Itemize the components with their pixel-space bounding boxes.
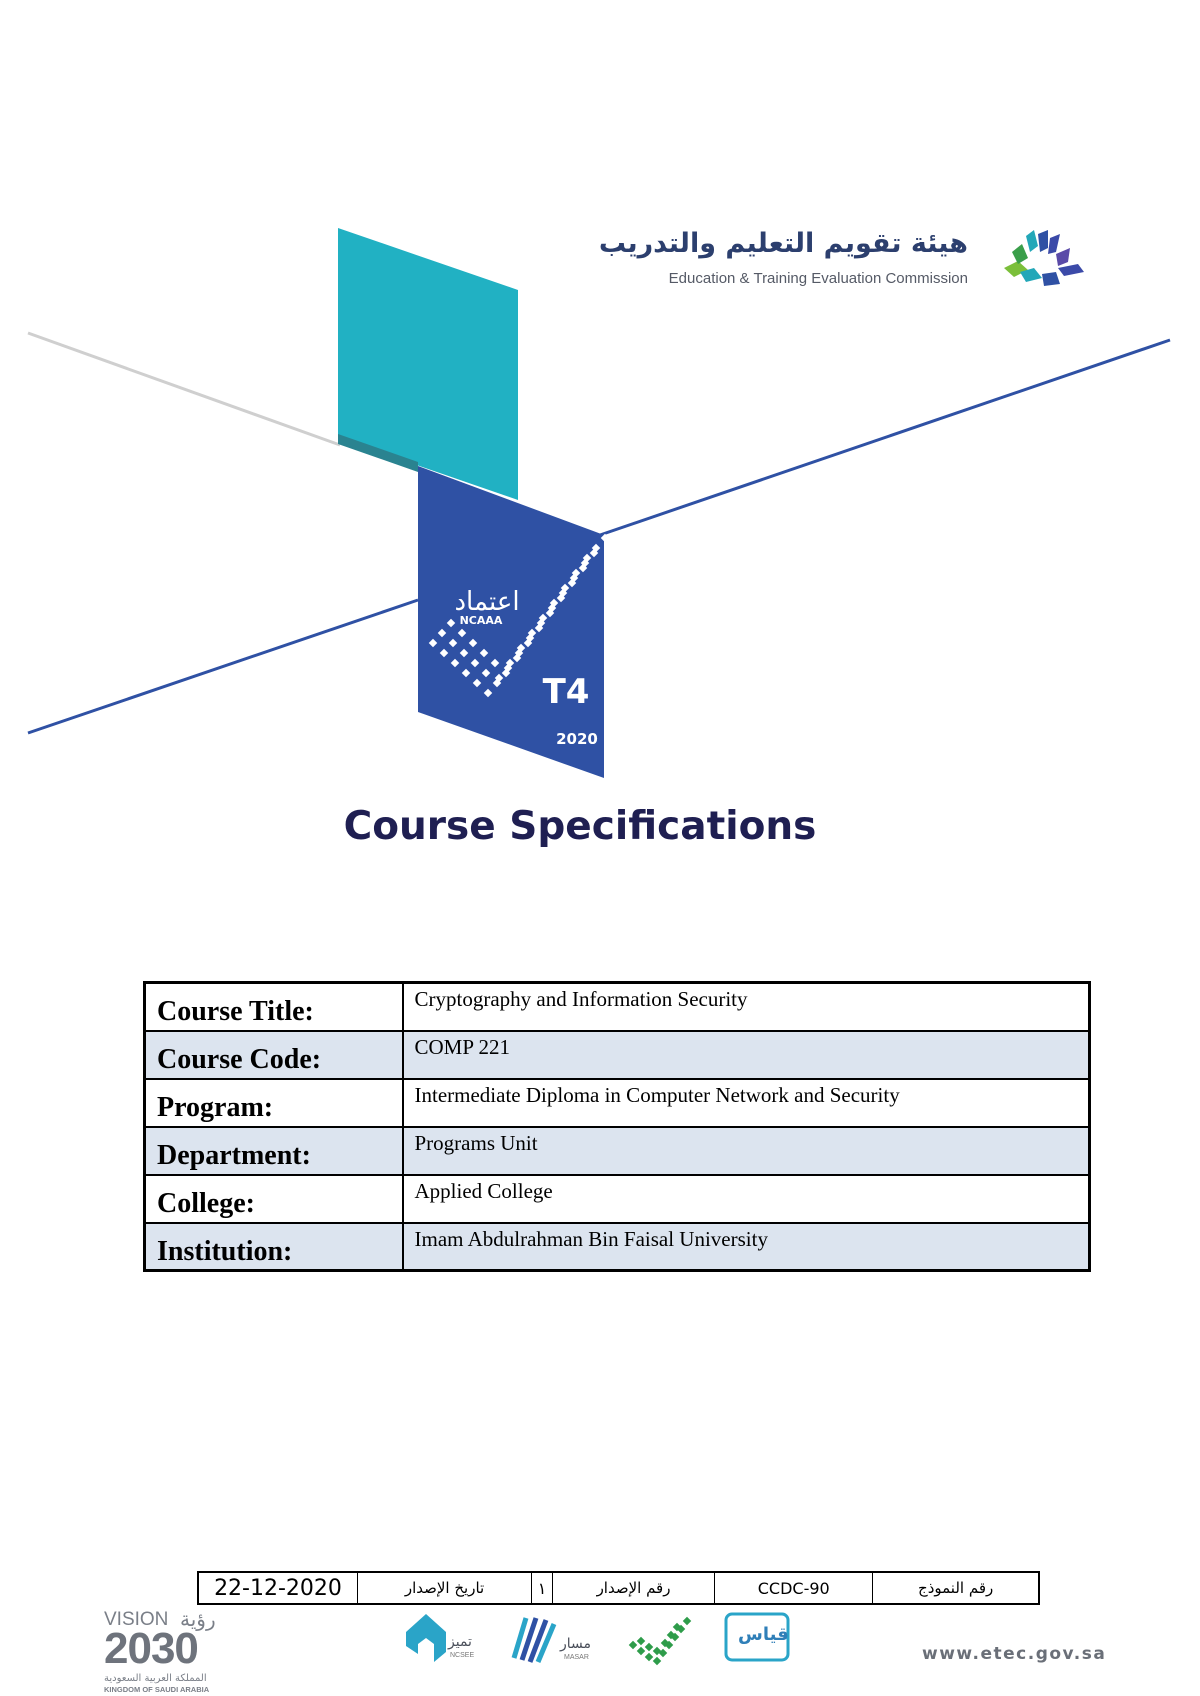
table-row [145, 1175, 1090, 1223]
masar-logo [508, 1612, 594, 1672]
badge-brand-en: NCAAA [459, 614, 503, 627]
row-label: College: [145, 1175, 403, 1223]
website-link[interactable]: www.etec.gov.sa [922, 1644, 1107, 1664]
etec-name-en: Education & Training Evaluation Commission [668, 270, 968, 287]
badge-template-code: T4 [542, 672, 590, 712]
tamayuz-name-en: NCSEE [450, 1652, 475, 1659]
row-value: COMP 221 [403, 1031, 1090, 1079]
table-row [145, 1031, 1090, 1079]
form-code: CCDC-90 [715, 1572, 873, 1604]
vision-2030-logo [104, 1609, 254, 1693]
etec-leaf-icon [998, 228, 1090, 292]
row-value: Applied College [403, 1175, 1090, 1223]
tamayuz-icon [404, 1612, 448, 1664]
badge-brand-ar: اعتماد [454, 587, 520, 617]
blue-diagonal-line-left [28, 600, 418, 733]
form-code-label: رقم النموذج [873, 1572, 1039, 1604]
qiyas-logo [724, 1612, 790, 1666]
masar-icon [508, 1612, 562, 1664]
masar-name-ar: مسار [560, 1636, 592, 1652]
table-row [198, 1572, 1039, 1604]
row-label: Institution: [145, 1223, 403, 1271]
version-table [197, 1571, 1040, 1605]
row-label: Department: [145, 1127, 403, 1175]
cover-artwork [0, 0, 1200, 800]
vision-country-en: KINGDOM OF SAUDI ARABIA [104, 1685, 210, 1694]
row-value: Intermediate Diploma in Computer Network and Security [403, 1079, 1090, 1127]
issue-date-label: تاريخ الإصدار [358, 1572, 532, 1604]
issue-date: 22-12-2020 [198, 1572, 358, 1604]
etec-logo [598, 228, 1090, 298]
table-row [145, 983, 1090, 1031]
row-value: Imam Abdulrahman Bin Faisal University [403, 1223, 1090, 1271]
row-value: Cryptography and Information Security [403, 983, 1090, 1031]
grey-diagonal-line [28, 333, 340, 445]
course-info-table [143, 981, 1091, 1272]
issue-number: ١ [532, 1572, 553, 1604]
vision-word-ar: رؤية [180, 1607, 216, 1631]
vision-word: VISION [104, 1609, 169, 1630]
row-label: Course Code: [145, 1031, 403, 1079]
tamayuz-logo [404, 1612, 474, 1672]
row-label: Course Title: [145, 983, 403, 1031]
vision-year: 2030 [104, 1624, 198, 1673]
etimad-check-icon [624, 1608, 698, 1674]
blue-diagonal-line-right [600, 340, 1170, 535]
masar-name-en: MASAR [564, 1654, 589, 1661]
row-label: Program: [145, 1079, 403, 1127]
issue-number-label: رقم الإصدار [552, 1572, 714, 1604]
teal-parallelogram [338, 228, 518, 500]
table-row [145, 1223, 1090, 1271]
row-value: Programs Unit [403, 1127, 1090, 1175]
badge-year: 2020 [556, 730, 598, 748]
tamayuz-name-ar: تميز [448, 1634, 472, 1650]
etec-name-ar: هيئة تقويم التعليم والتدريب [598, 228, 968, 259]
qiyas-name-ar: قياس [738, 1624, 789, 1645]
table-row [145, 1079, 1090, 1127]
table-row [145, 1127, 1090, 1175]
page-title: Course Specifications [343, 804, 817, 849]
vision-country-ar: المملكة العربية السعودية [104, 1673, 207, 1684]
